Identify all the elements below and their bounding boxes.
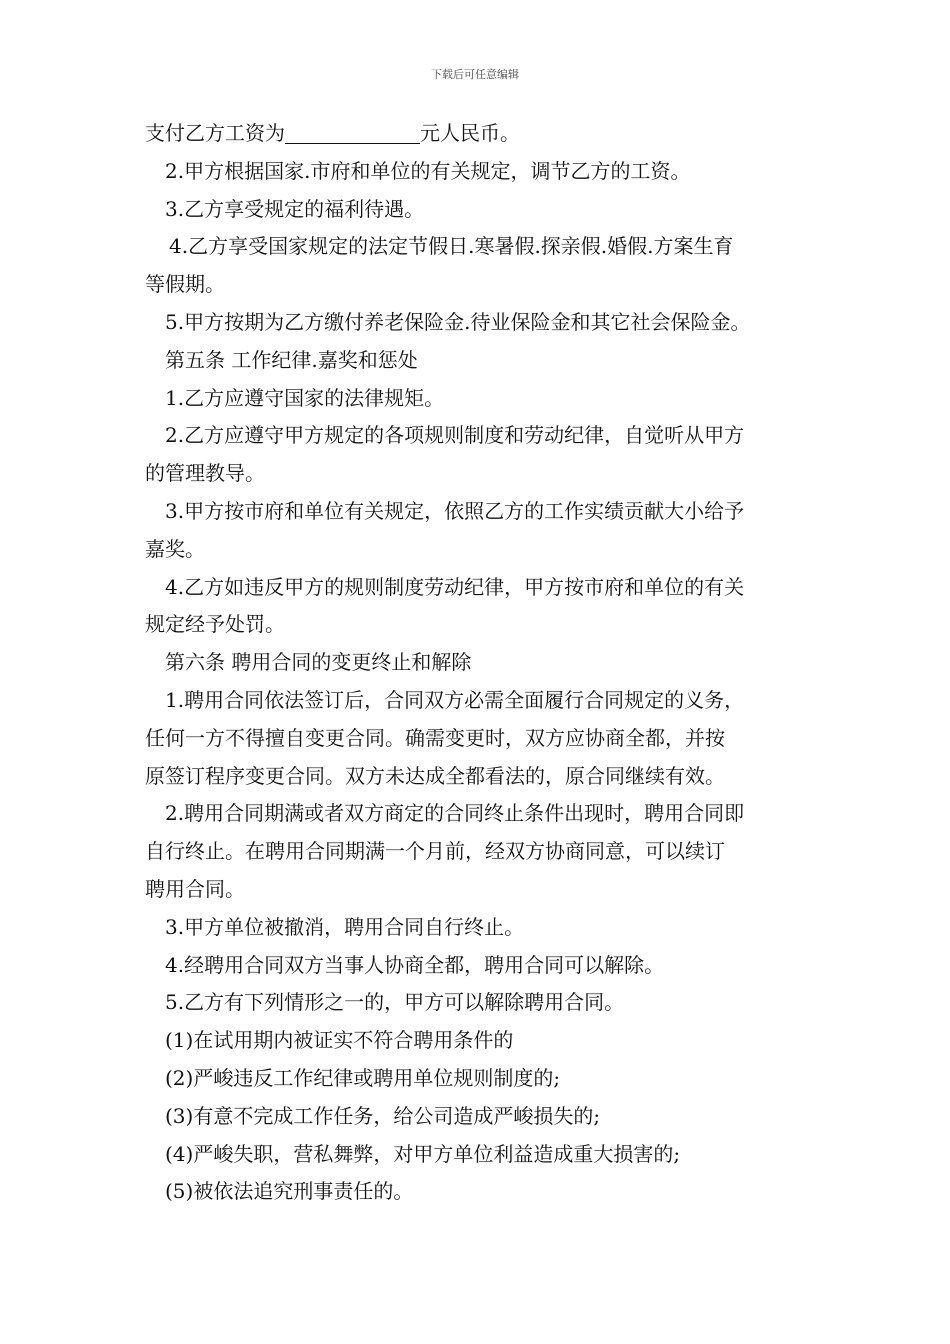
salary-line [145, 115, 815, 153]
clause-4-4-line1: 4.乙方享受国家规定的法定节假日.寒暑假.探亲假.婚假.方案生育 [169, 234, 734, 259]
clause-6-2-line3: 聘用合同。 [145, 876, 245, 901]
clause-5-4-line2: 规定经予处罚。 [145, 612, 285, 637]
clause-4-4-line2: 等假期。 [145, 272, 225, 297]
clause-6-1-line3: 原签订程序变更合同。双方未达成全都看法的，原合同继续有效。 [145, 763, 725, 788]
subclause-5: (5)被依法追究刑事责任的。 [165, 1179, 414, 1204]
clause-6-3: 3.甲方单位被撤消，聘用合同自行终止。 [165, 914, 525, 939]
document-body [145, 115, 815, 1211]
clause-5-1: 1.乙方应遵守国家的法律规矩。 [165, 385, 445, 410]
clause-6-1-line2: 任何一方不得擅自变更合同。确需变更时，双方应协商全都，并按 [145, 725, 725, 750]
subclause-3: (3)有意不完成工作任务，给公司造成严峻损失的; [165, 1103, 601, 1128]
page-header: 下载后可任意编辑 [431, 68, 519, 81]
salary-amount-blank [285, 121, 420, 144]
clause-5-2-line2: 的管理教导。 [145, 461, 265, 486]
clause-5-3-line1: 3.甲方按市府和单位有关规定，依照乙方的工作实绩贡献大小给予 [165, 498, 745, 523]
clause-5-4-line1: 4.乙方如违反甲方的规则制度劳动纪律，甲方按市府和单位的有关 [165, 574, 745, 599]
subclause-4: (4)严峻失职，营私舞弊，对甲方单位利益造成重大损害的; [165, 1141, 681, 1166]
clause-6-1-line1: 1.聘用合同依法签订后，合同双方必需全面履行合同规定的义务， [165, 687, 745, 712]
clause-6-4: 4.经聘用合同双方当事人协商全都，聘用合同可以解除。 [165, 952, 665, 977]
clause-6-2-line1: 2.聘用合同期满或者双方商定的合同终止条件出现时，聘用合同即 [165, 801, 745, 826]
subclause-1: (1)在试用期内被证实不符合聘用条件的 [165, 1028, 514, 1053]
salary-prefix: 支付乙方工资为 [145, 121, 285, 145]
salary-suffix: 元人民币。 [420, 121, 520, 145]
clause-4-5: 5.甲方按期为乙方缴付养老保险金.待业保险金和其它社会保险金。 [165, 309, 751, 334]
clause-4-2: 2.甲方根据国家.市府和单位的有关规定，调节乙方的工资。 [165, 158, 691, 183]
article-6-heading: 第六条 聘用合同的变更终止和解除 [165, 650, 472, 675]
article-5-heading: 第五条 工作纪律.嘉奖和惩处 [165, 347, 418, 372]
clause-6-2-line2: 自行终止。在聘用合同期满一个月前，经双方协商同意，可以续订 [145, 839, 725, 864]
clause-6-5: 5.乙方有下列情形之一的，甲方可以解除聘用合同。 [165, 990, 625, 1015]
subclause-2: (2)严峻违反工作纪律或聘用单位规则制度的; [165, 1065, 561, 1090]
clause-5-2-line1: 2.乙方应遵守甲方规定的各项规则制度和劳动纪律，自觉听从甲方 [165, 423, 745, 448]
clause-5-3-line2: 嘉奖。 [145, 536, 205, 561]
clause-4-3: 3.乙方享受规定的福利待遇。 [165, 196, 425, 221]
